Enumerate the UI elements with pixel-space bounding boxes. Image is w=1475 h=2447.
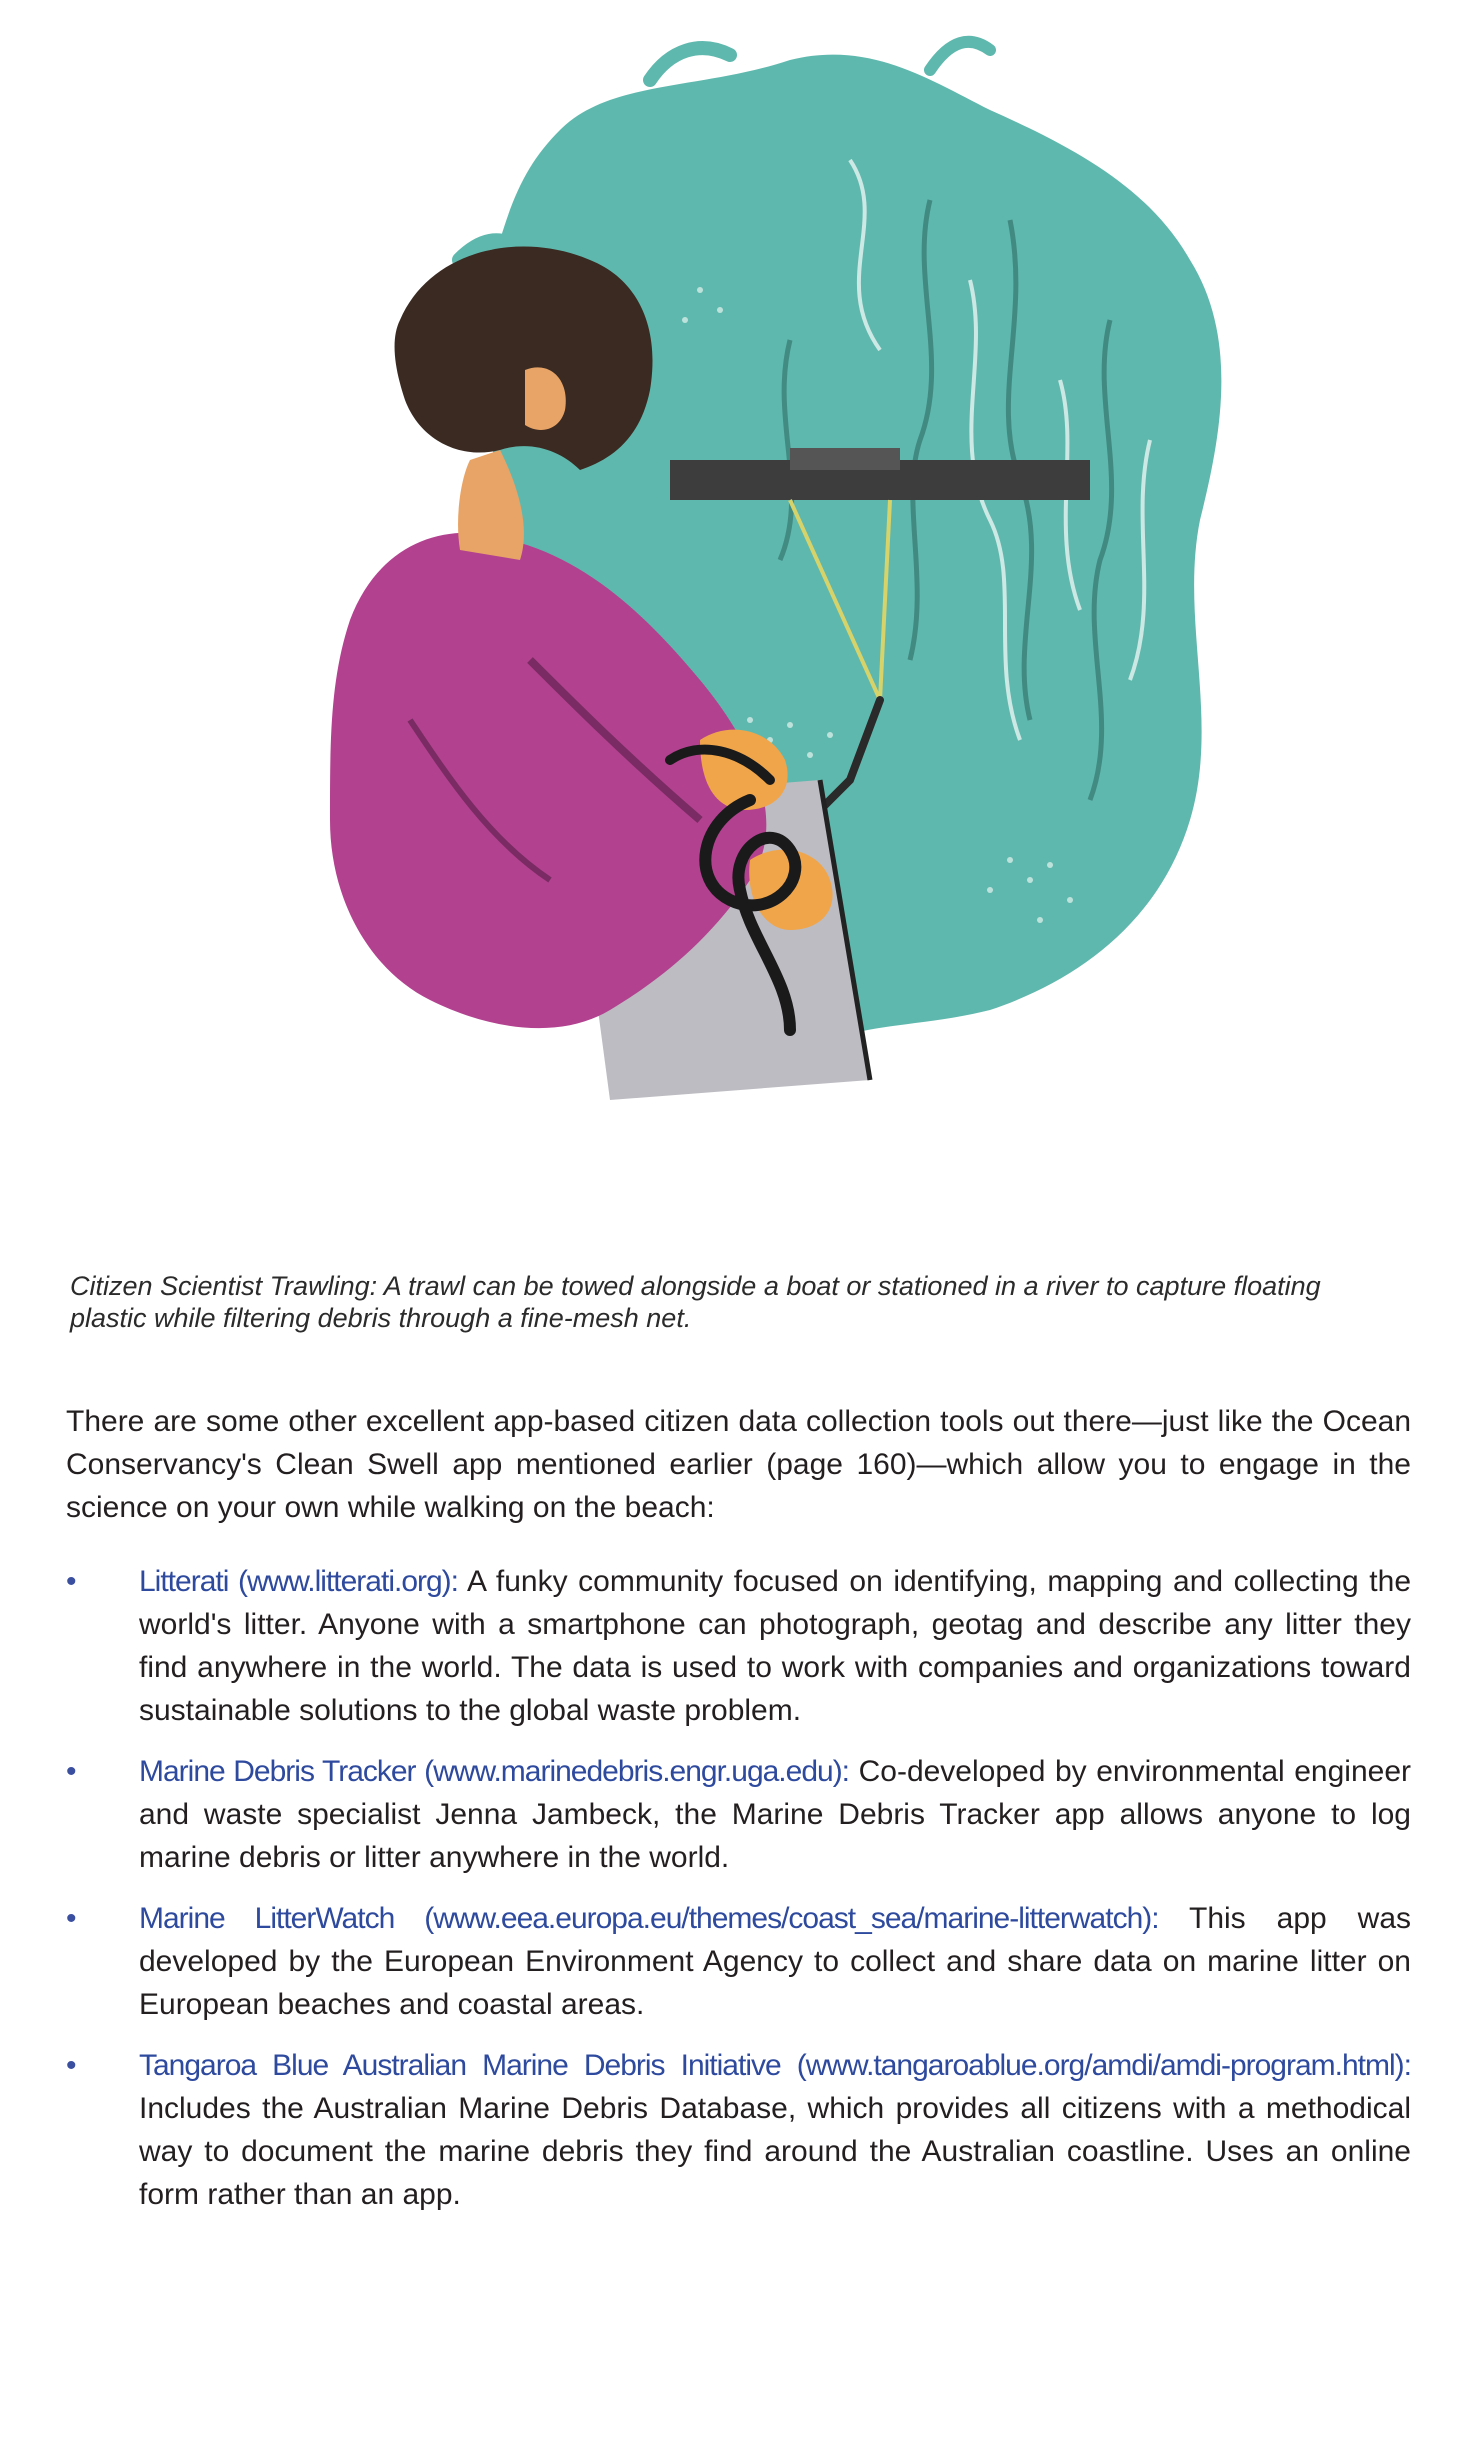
litterati-description: A funky community focused on identifying, mapping and collecting the world's litter. Anyone with a smartphone can photograph, geotag and describe any litter they find anywhere in the world. The data is used to work with companies and organizations toward sustainable solutions to the global waste problem. xyxy=(139,1565,1412,1727)
bullet-icon: • xyxy=(66,1755,77,1788)
intro-paragraph: There are some other excellent app-based citizen data collection tools out there—just like the Ocean Conservancy's Clean Swell app mentioned earlier (page 160)—which allow you to engage in the science on your own while walking on the beach: xyxy=(66,1405,1411,1524)
list-item-marine-debris-tracker xyxy=(66,1750,1411,1879)
figure-caption: Citizen Scientist Trawling: A trawl can be towed alongside a boat or stationed in a river to capture floating plastic while filtering debris through a fine-mesh net. xyxy=(70,1271,1321,1333)
list-item-tangaroa-blue xyxy=(66,2044,1411,2216)
litterati-link[interactable]: Litterati (www.litterati.org): xyxy=(139,1565,459,1598)
marine-litterwatch-link[interactable]: Marine LitterWatch (www.eea.europa.eu/themes/coast_sea/marine-litterwatch): xyxy=(139,1902,1159,1935)
list-item-marine-litterwatch xyxy=(66,1897,1411,2026)
citizen-tools-list xyxy=(66,1560,1411,2234)
bullet-icon: • xyxy=(66,1565,77,1598)
marine-litterwatch-description: This app was developed by the European Environment Agency to collect and share data on marine litter on European beaches and coastal areas. xyxy=(139,1902,1412,2021)
marine-debris-tracker-description: Co-developed by environmental engineer and waste specialist Jenna Jambeck, the Marine Debris Tracker app allows anyone to log marine debris or litter anywhere in the world. xyxy=(139,1755,1411,1874)
tangaroa-blue-description: Includes the Australian Marine Debris Database, which provides all citizens with a methodical way to document the marine debris they find around the Australian coastline. Uses an online form rather than an app. xyxy=(139,2092,1411,2211)
marine-debris-tracker-link[interactable]: Marine Debris Tracker (www.marinedebris.engr.uga.edu): xyxy=(139,1755,850,1788)
list-item-litterati xyxy=(66,1560,1411,1732)
bullet-icon: • xyxy=(66,1902,77,1935)
bullet-icon: • xyxy=(66,2049,77,2082)
tangaroa-blue-link[interactable]: Tangaroa Blue Australian Marine Debris Initiative (www.tangaroablue.org/amdi/amdi-program.html): xyxy=(139,2049,1411,2082)
person-hair xyxy=(395,247,653,471)
citizen-scientist-trawling-illustration xyxy=(230,20,1250,1255)
